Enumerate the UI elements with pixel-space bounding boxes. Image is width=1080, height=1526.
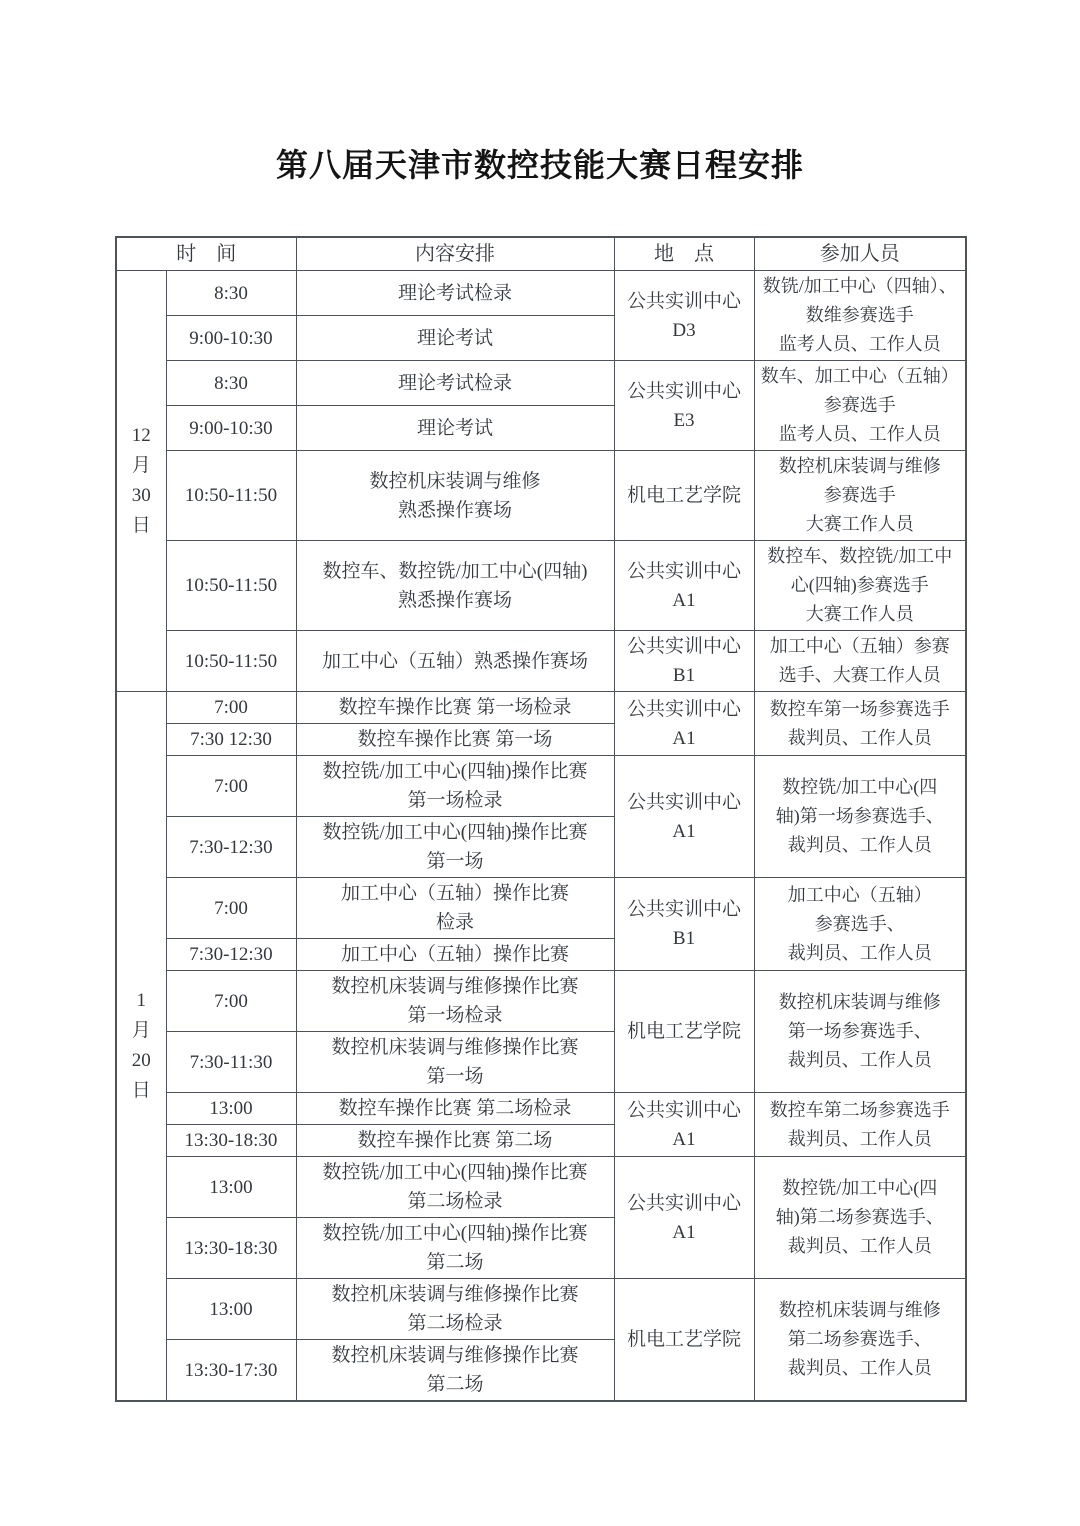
time-cell: 7:30-12:30 [166,817,296,878]
schedule-row [116,878,966,939]
cell-line: 监考人员、工作人员 [778,334,941,354]
content-cell [296,271,614,316]
participants-cell [754,971,966,1093]
cell-line: 裁判员、工作人员 [787,1050,932,1070]
cell-line: 12 [131,425,151,446]
content-cell [296,692,614,724]
cell-line: 第二场检录 [407,1313,503,1334]
participants-cell [754,631,966,692]
content-cell [296,361,614,406]
cell-line: 数维参赛选手 [805,305,914,325]
schedule-row [116,271,966,316]
cell-line: 公共实训中心 [626,1192,741,1214]
header-participants: 参加人员 [754,237,966,271]
schedule-row [116,1279,966,1340]
cell-line: 监考人员、工作人员 [778,424,941,444]
cell-line: 公共实训中心 [626,698,741,720]
time-cell: 13:30-18:30 [166,1218,296,1279]
participants-cell [754,878,966,971]
content-cell [296,1032,614,1093]
cell-line: 数控机床装调与维修 [778,456,941,476]
content-cell [296,541,614,631]
cell-line: A1 [672,1221,696,1243]
schedule-table [115,236,967,1402]
time-cell: 7:00 [166,692,296,724]
cell-line: 裁判员、工作人员 [787,727,932,748]
cell-line: 裁判员、工作人员 [787,1358,932,1378]
schedule-row [116,1157,966,1218]
cell-line: 数控铣/加工中心(四 [782,1178,938,1198]
participants-cell [754,1093,966,1157]
cell-line: 数控铣/加工中心(四轴)操作比赛 [322,1162,588,1183]
header-content: 内容安排 [296,237,614,271]
date-cell [116,271,166,692]
cell-line: 20 [131,1050,151,1071]
participants-cell [754,451,966,541]
schedule-table-header [116,237,966,271]
content-cell [296,1279,614,1340]
content-cell [296,316,614,361]
cell-line: 数控机床装调与维修 [778,992,941,1012]
cell-line: 熟悉操作赛场 [397,499,512,521]
cell-line: 机电工艺学院 [626,485,741,506]
cell-line: 参赛选手 [823,485,896,505]
cell-line: 数控机床装调与维修操作比赛 [331,1284,579,1305]
cell-line: 裁判员、工作人员 [787,942,932,963]
cell-line: 参赛选手、 [814,913,905,934]
cell-line: 第一场 [426,1066,484,1087]
cell-line: 数控铣/加工中心(四轴)操作比赛 [322,761,588,782]
cell-line: B1 [672,928,696,949]
cell-line: E3 [673,409,695,431]
time-cell: 10:50-11:50 [166,541,296,631]
cell-line: 大赛工作人员 [805,514,914,534]
time-cell: 7:30-12:30 [166,939,296,971]
cell-line: 检录 [435,912,474,933]
participants-cell [754,271,966,361]
content-cell [296,631,614,692]
cell-line: 公共实训中心 [626,1099,741,1121]
cell-line: 数铣/加工中心（四轴）、 [762,276,957,296]
location-cell [614,1279,754,1402]
time-cell: 9:00-10:30 [166,406,296,451]
cell-line: 月 [131,455,151,476]
time-cell: 13:00 [166,1093,296,1125]
cell-line: 第二场 [426,1374,484,1395]
cell-line: 加工中心（五轴）操作比赛 [340,883,569,904]
cell-line: 参赛选手 [823,395,896,415]
cell-line: 公共实训中心 [626,791,741,813]
cell-line: 数控机床装调与维修操作比赛 [331,1345,579,1366]
cell-line: 加工中心（五轴） [787,884,932,905]
location-cell [614,1157,754,1279]
cell-line: 裁判员、工作人员 [787,1236,932,1256]
cell-line: 数控车操作比赛 第二场检录 [338,1098,572,1119]
header-time: 时 间 [116,237,296,271]
schedule-row [116,361,966,406]
content-cell [296,406,614,451]
content-cell [296,1093,614,1125]
cell-line: 数控铣/加工中心(四轴)操作比赛 [322,822,588,843]
content-cell [296,971,614,1032]
cell-line: 数控车操作比赛 第一场检录 [338,697,572,718]
cell-line: 第一场检录 [407,1005,503,1026]
participants-cell [754,1157,966,1279]
cell-line: 第二场 [426,1252,484,1273]
cell-line: D3 [672,319,696,341]
cell-line: 数控铣/加工中心(四轴)操作比赛 [322,1223,588,1244]
time-cell: 13:00 [166,1157,296,1218]
location-cell [614,361,754,451]
participants-cell [754,361,966,451]
cell-line: 30 [131,485,151,506]
cell-line: A1 [672,589,696,611]
content-cell [296,878,614,939]
schedule-row [116,541,966,631]
header-location: 地 点 [614,237,754,271]
cell-line: 第二场参赛选手、 [787,1329,932,1349]
schedule-row [116,971,966,1032]
time-cell: 10:50-11:50 [166,631,296,692]
location-cell [614,756,754,878]
cell-line: 选手、大赛工作人员 [778,665,941,685]
location-cell [614,878,754,971]
cell-line: 第一场检录 [407,790,503,811]
time-cell: 7:00 [166,756,296,817]
schedule-row [116,1093,966,1125]
cell-line: 公共实训中心 [626,560,741,582]
content-cell [296,756,614,817]
time-cell: 13:30-17:30 [166,1340,296,1402]
cell-line: 熟悉操作赛场 [397,589,512,611]
time-cell: 7:00 [166,878,296,939]
location-cell [614,1093,754,1157]
time-cell: 7:30-11:30 [166,1032,296,1093]
cell-line: B1 [672,665,696,686]
cell-line: 数控机床装调与维修操作比赛 [331,976,579,997]
cell-line: 公共实训中心 [626,899,741,920]
cell-line: 理论考试 [416,417,493,439]
time-cell: 9:00-10:30 [166,316,296,361]
location-cell [614,541,754,631]
content-cell [296,724,614,756]
cell-line: 日 [131,1080,151,1101]
date-cell [116,692,166,1402]
cell-line: 理论考试检录 [397,282,512,304]
time-cell: 8:30 [166,361,296,406]
cell-line: 机电工艺学院 [626,1329,741,1350]
time-cell: 8:30 [166,271,296,316]
cell-line: 数控机床装调与维修 [778,1300,941,1320]
cell-line: 公共实训中心 [626,290,741,312]
content-cell [296,939,614,971]
header-row [116,237,966,271]
content-cell [296,1340,614,1402]
location-cell [614,451,754,541]
cell-line: A1 [672,1128,696,1150]
cell-line: 理论考试检录 [397,372,512,394]
cell-line: 第一场参赛选手、 [787,1021,932,1041]
cell-line: 轴)第一场参赛选手、 [775,806,944,826]
cell-line: 1 [136,990,146,1011]
time-cell: 10:50-11:50 [166,451,296,541]
location-cell [614,271,754,361]
schedule-row [116,756,966,817]
cell-line: 数控车第一场参赛选手 [769,698,950,719]
cell-line: 数控机床装调与维修操作比赛 [331,1037,579,1058]
cell-line: 大赛工作人员 [805,604,914,624]
cell-line: 数车、加工中心（五轴） [760,366,959,386]
schedule-row [116,631,966,692]
location-cell [614,692,754,756]
cell-line: 加工中心（五轴）熟悉操作赛场 [321,650,588,672]
cell-line: 数控车、数控铣/加工中 [767,546,953,566]
cell-line: 第一场 [426,851,484,872]
cell-line: 公共实训中心 [626,380,741,402]
time-cell: 7:30 12:30 [166,724,296,756]
cell-line: 第二场检录 [407,1191,503,1212]
cell-line: 日 [131,515,151,536]
cell-line: 机电工艺学院 [626,1021,741,1042]
content-cell [296,1125,614,1157]
content-cell [296,1157,614,1218]
cell-line: 数控车操作比赛 第二场 [357,1130,553,1151]
time-cell: 7:00 [166,971,296,1032]
content-cell [296,1218,614,1279]
cell-line: 轴)第二场参赛选手、 [775,1207,944,1227]
participants-cell [754,692,966,756]
cell-line: 裁判员、工作人员 [787,835,932,855]
cell-line: 加工中心（五轴）操作比赛 [340,944,569,965]
cell-line: 加工中心（五轴）参赛 [769,636,950,656]
schedule-table-body [116,271,966,1402]
cell-line: 裁判员、工作人员 [787,1128,932,1149]
cell-line: 数控车操作比赛 第一场 [357,729,553,750]
participants-cell [754,1279,966,1402]
cell-line: 月 [131,1020,151,1041]
schedule-row [116,451,966,541]
location-cell [614,971,754,1093]
page-title: 第八届天津市数控技能大赛日程安排 [275,147,804,183]
location-cell [614,631,754,692]
content-cell [296,451,614,541]
schedule-row [116,692,966,724]
cell-line: 数控车第二场参赛选手 [769,1099,950,1120]
cell-line: A1 [672,820,696,842]
content-cell [296,817,614,878]
cell-line: 公共实训中心 [626,636,741,657]
cell-line: A1 [672,727,696,749]
cell-line: 数控铣/加工中心(四 [782,777,938,797]
participants-cell [754,756,966,878]
time-cell: 13:00 [166,1279,296,1340]
cell-line: 数控机床装调与维修 [369,470,541,492]
cell-line: 数控车、数控铣/加工中心(四轴) [322,560,588,582]
cell-line: 理论考试 [416,327,493,349]
time-cell: 13:30-18:30 [166,1125,296,1157]
participants-cell [754,541,966,631]
cell-line: 心(四轴)参赛选手 [790,575,929,595]
